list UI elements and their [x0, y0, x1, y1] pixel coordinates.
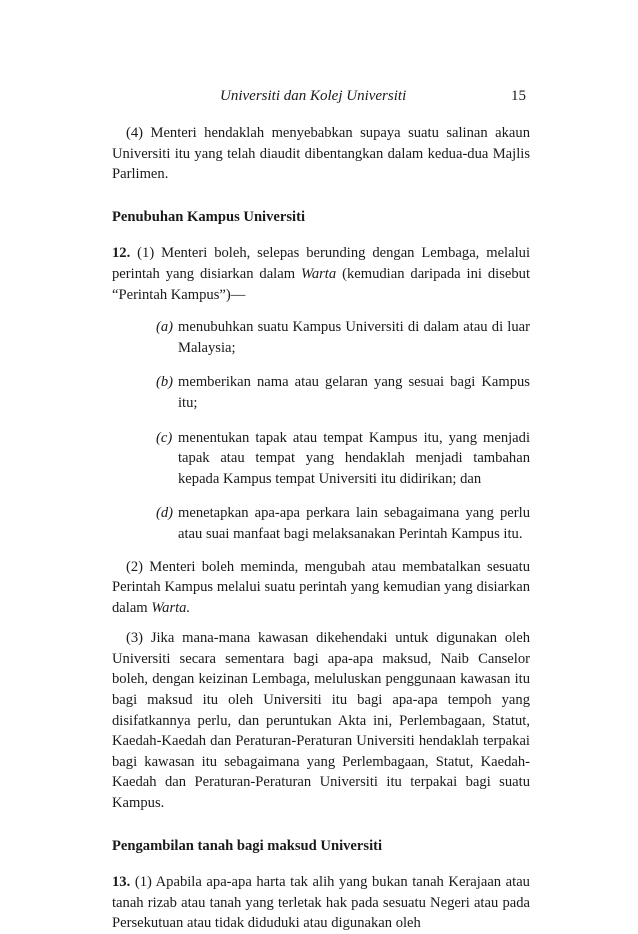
- item-label: (d): [156, 505, 174, 522]
- section-13-text: (1) Apabila apa-apa harta tak alih yang bukan tanah Kerajaan atau tanah rizab atau tanah yang terletak hak pada sesuatu Negeri atau pada Persekutuan atau tidak diduduki atau digunakan oleh: [112, 874, 530, 932]
- section-12-intro: [112, 243, 530, 305]
- section-12-number: 12.: [112, 245, 131, 262]
- page-number: 15: [511, 88, 526, 104]
- item-label: (a): [156, 319, 174, 336]
- paragraph-4: (4) Menteri hendaklah menyebabkan supaya suatu salinan akaun Universiti itu yang telah diaudit dibentangkan dalam kedua-dua Majlis Parlimen.: [112, 125, 530, 183]
- paragraph-2-text: (2) Menteri boleh meminda, mengubah atau membatalkan sesuatu Perintah Kampus melalui suatu perintah yang kemudian yang disiarkan dalam: [112, 558, 530, 616]
- list-item: [156, 503, 530, 544]
- section-12-intro-text-b: (kemudian daripada ini disebut “Perintah Kampus”)—: [112, 265, 531, 303]
- section-13-number: 13.: [112, 874, 131, 891]
- section-12-intro-text-a: (1) Menteri boleh, selepas berunding dengan Lembaga, melalui perintah yang disiarkan dalam: [112, 245, 530, 282]
- item-text: menentukan tapak atau tempat Kampus itu, yang menjadi tapak atau tempat yang hendaklah menjadi tambahan kepada Kampus tempat Universiti itu didirikan; dan: [178, 429, 530, 487]
- warta-term: Warta.: [151, 599, 191, 616]
- list-item: [156, 317, 530, 358]
- section-13-paragraph-1: [112, 872, 530, 934]
- section-12-paragraph-3: (3) Jika mana-mana kawasan dikehendaki untuk digunakan oleh Universiti secara sementara bagi apa-apa maksud, Naib Canselor boleh, dengan keizinan Lembaga, meluluskan penggunaan kawasan itu bagi maksud itu oleh Universiti itu bagi apa-apa tempoh yang disifatkannya perlu, dan peruntukan Akta ini, Perlembagaan, Statut, Kaedah-Kaedah dan Peraturan-Peraturan Universiti hendaklah terpakai bagi kawasan itu sebagaimana yang Perlembagaan, Statut, Kaedah-Kaedah dan Peraturan-Peraturan Universiti itu terpakai bagi suatu Kampus.: [112, 630, 530, 812]
- section-heading-pengambilan: Pengambilan tanah bagi maksud Universiti: [112, 837, 383, 854]
- warta-term: Warta: [301, 265, 337, 282]
- section-12-item-list: [156, 317, 530, 544]
- item-text: memberikan nama atau gelaran yang sesuai bagi Kampus itu;: [178, 374, 530, 411]
- section-12-paragraph-2: [112, 557, 530, 619]
- item-label: (c): [156, 429, 173, 446]
- list-item: [156, 428, 530, 490]
- item-label: (b): [156, 374, 174, 391]
- section-heading-penubuhan: Penubuhan Kampus Universiti: [112, 208, 306, 225]
- header-title: Universiti dan Kolej Universiti: [220, 88, 407, 104]
- running-header: [112, 88, 530, 108]
- document-body: [112, 123, 530, 934]
- item-text: menubuhkan suatu Kampus Universiti di dalam atau di luar Malaysia;: [178, 319, 530, 356]
- list-item: [156, 372, 530, 413]
- item-text: menetapkan apa-apa perkara lain sebagaimana yang perlu atau suai manfaat bagi melaksanakan Perintah Kampus itu.: [178, 505, 530, 542]
